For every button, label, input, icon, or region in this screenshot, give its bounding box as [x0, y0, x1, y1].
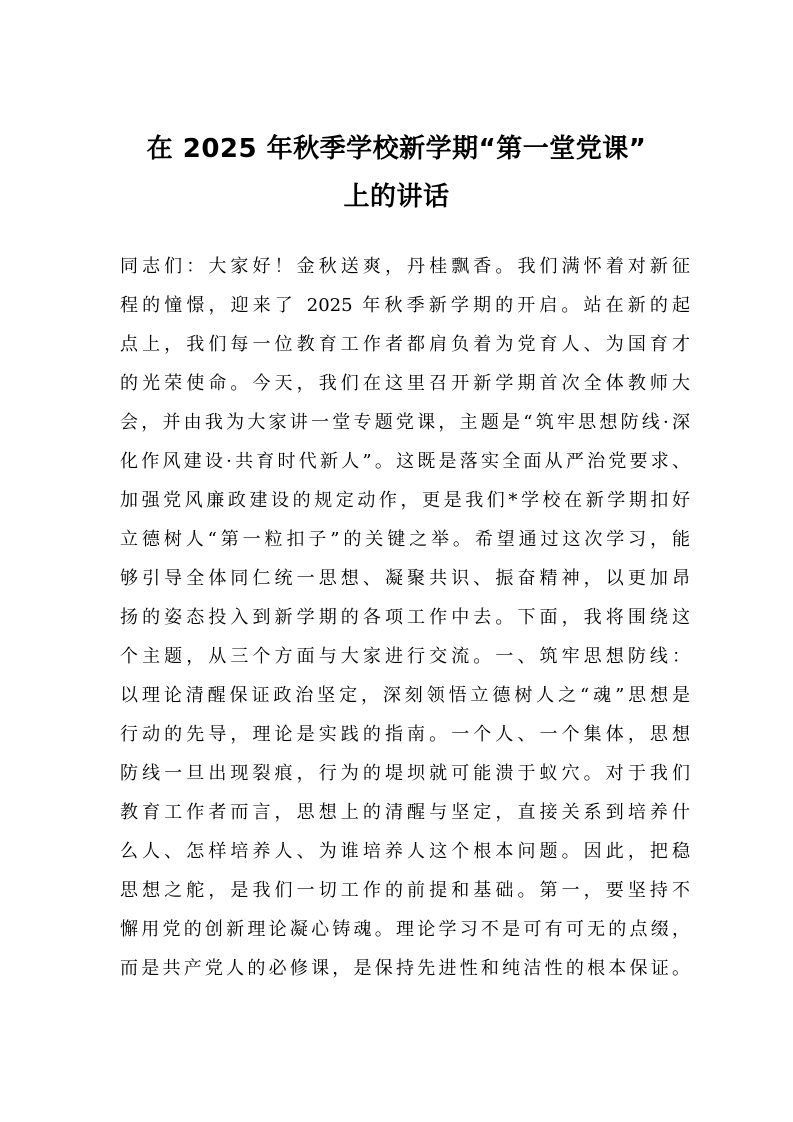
- body-line: 行动的先导，理论是实践的指南。一个人、一个集体，思想: [120, 724, 690, 745]
- body-line: 个主题，从三个方面与大家进行交流。一、筑牢思想防线：: [120, 646, 690, 667]
- body-line: 防线一旦出现裂痕，行为的堤坝就可能溃于蚁穴。对于我们: [120, 763, 690, 784]
- body-line: 同志们：大家好！金秋送爽，丹桂飘香。我们满怀着对新征: [120, 256, 690, 277]
- body-line: 的光荣使命。今天，我们在这里召开新学期首次全体教师大: [120, 373, 690, 394]
- body-line: 么人、怎样培养人、为谁培养人这个根本问题。因此，把稳: [120, 841, 690, 862]
- document-title-line-1: 在 2025 年秋季学校新学期“第一堂党课”: [146, 134, 647, 164]
- body-line: 懈用党的创新理论凝心铸魂。理论学习不是可有可无的点缀，: [120, 919, 690, 940]
- document-title-line-2: 上的讲话: [343, 182, 450, 212]
- body-line: 程的憧憬，迎来了 2025 年秋季新学期的开启。站在新的起: [120, 295, 690, 316]
- body-line: 点上，我们每一位教育工作者都肩负着为党育人、为国育才: [120, 334, 690, 355]
- body-line: 教育工作者而言，思想上的清醒与坚定，直接关系到培养什: [120, 802, 690, 823]
- body-line: 加强党风廉政建设的规定动作，更是我们*学校在新学期扣好: [120, 490, 690, 511]
- body-line: 会，并由我为大家讲一堂专题党课，主题是“筑牢思想防线·深: [120, 412, 690, 433]
- body-line: 化作风建设·共育时代新人”。这既是落实全面从严治党要求、: [120, 451, 690, 472]
- body-line: 够引导全体同仁统一思想、凝聚共识、振奋精神，以更加昂: [120, 568, 690, 589]
- body-line: 扬的姿态投入到新学期的各项工作中去。下面，我将围绕这: [120, 607, 690, 628]
- body-line: 立德树人“第一粒扣子”的关键之举。希望通过这次学习，能: [120, 529, 690, 550]
- body-line: 以理论清醒保证政治坚定，深刻领悟立德树人之“魂”思想是: [120, 685, 690, 706]
- document-body: [120, 247, 690, 988]
- body-line: 思想之舵，是我们一切工作的前提和基础。第一，要坚持不: [120, 880, 690, 901]
- body-line: 而是共产党人的必修课，是保持先进性和纯洁性的根本保证。: [120, 958, 690, 979]
